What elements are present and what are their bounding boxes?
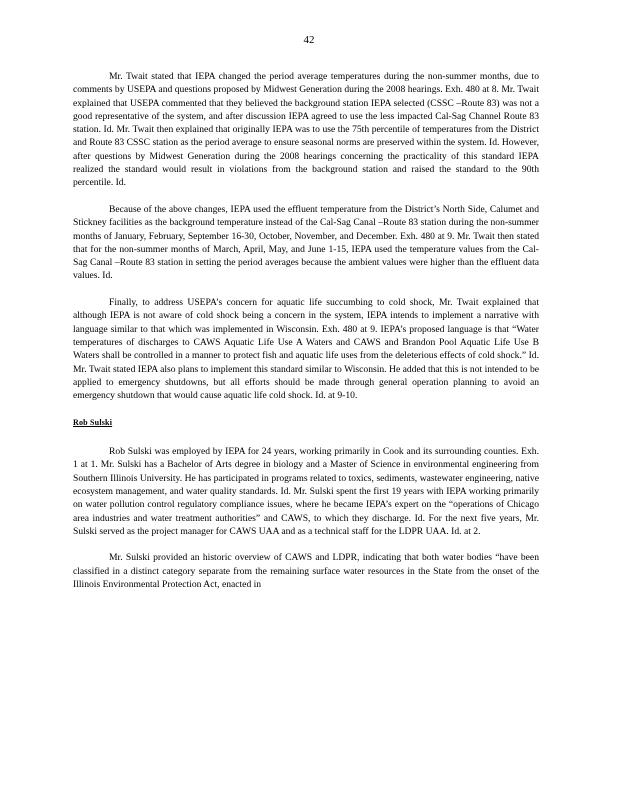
page-number: 42 — [303, 34, 315, 46]
section-heading-rob-sulski: Rob Sulski — [73, 417, 113, 427]
paragraph-twait-cold-shock: Finally, to address USEPA’s concern for aquatic life succumbing to cold shock, Mr. Twait explained that although IEPA is not aware of cold shock being a concern in the system, IEPA intends to implement a narrative with language similar to that which was implemented in Wisconsin. Exh. 480 at 9. IEPA’s proposed language is that “Water temperatures of discharges to CAWS Aquatic Life Use A Waters and CAWS and Brandon Pool Aquatic Life Use B Waters shall be controlled in a manner to protect fish and aquatic life uses from the deleterious effects of cold shock.” Id. Mr. Twait stated IEPA also plans to implement this standard similar to Wisconsin. He added that this is not intended to be applied to emergency shutdowns, but all efforts should be made through general operation planning to avoid an emergency shutdown that would cause aquatic life cold shock. Id. at 9-10. — [73, 297, 539, 402]
paragraph-sulski-background: Rob Sulski was employed by IEPA for 24 years, working primarily in Cook and its surrounding counties. Exh. 1 at 1. Mr. Sulski has a Bachelor of Arts degree in biology and a Master of Science in environmental engineering from Southern Illinois University. He has participated in programs related to toxics, sediments, wastewater engineering, native ecosystem management, and water quality standards. Id. Mr. Sulski spent the first 19 years with IEPA working primarily on water pollution control regulatory compliance issues, where he became IEPA’s expert on the “operations of Chicago area industries and water treatment authorities” and CAWS, to which they discharge. Id. For the next five years, Mr. Sulski served as the project manager for CAWS UAA and as a technical staff for the LDPR UAA. Id. at 2. — [73, 446, 539, 537]
paragraph-sulski-historic-overview: Mr. Sulski provided an historic overview of CAWS and LDPR, indicating that both water bodies “have been classified in a distinct category separate from the remaining surface water resources in the State from the onset of the Illinois Environmental Protection Act, enacted in — [73, 552, 539, 590]
document-body — [73, 70, 539, 605]
paragraph-twait-background-temperature: Because of the above changes, IEPA used the effluent temperature from the District’s North Side, Calumet and Stickney facilities as the background temperature instead of the Cal-Sag Canal –Route 83 station during the non-summer months of January, February, September 16-30, October, November, and December. Exh. 480 at 9. Mr. Twait then stated that for the non-summer months of March, April, May, and June 1-15, IEPA used the temperature values from the Cal-Sag Canal –Route 83 station in setting the period averages because the ambient values were higher than the effluent data values. Id. — [73, 203, 539, 282]
paragraph-twait-period-averages: Mr. Twait stated that IEPA changed the period average temperatures during the non-summer months, due to comments by USEPA and questions proposed by Midwest Generation during the 2008 hearings. Exh. 480 at 8. Mr. Twait explained that USEPA commented that they believed the background station IEPA selected (CSSC –Route 83) was not a good representative of the system, and after discussion IEPA agreed to use the less impacted Cal-Sag Channel Route 83 station. Id. Mr. Twait then explained that originally IEPA was to use the 75th percentile of temperatures from the District and Route 83 CSSC station as the period average to ensure seasonal norms are preserved within the system. Id. However, after questions by Midwest Generation during the 2008 hearings concerning the practicality of this standard IEPA realized the standard would result in violations from the background station and raised the standard to the 90th percentile. Id. — [73, 71, 539, 189]
